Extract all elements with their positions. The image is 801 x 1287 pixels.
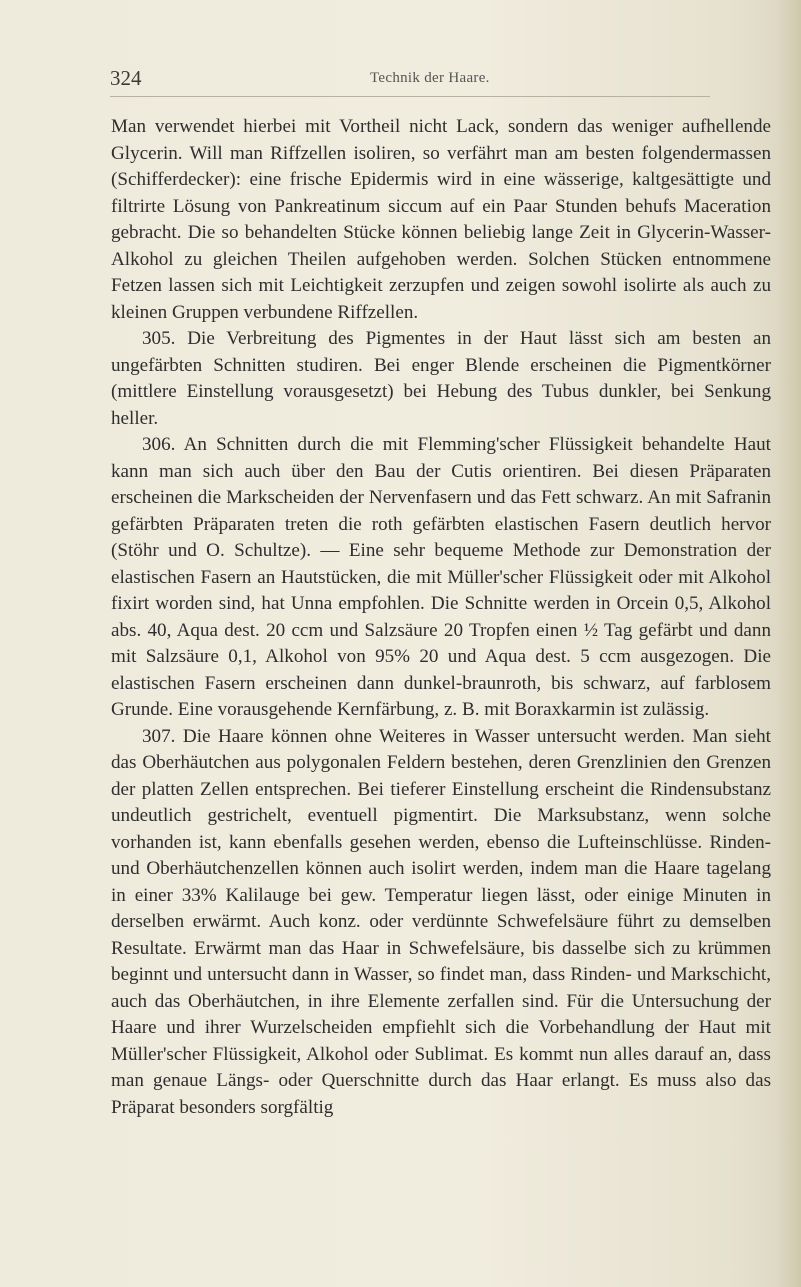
page-number: 324 xyxy=(110,66,142,90)
page-edge-shadow xyxy=(779,0,801,1287)
paragraph-306: 306. An Schnitten durch die mit Flemming'scher Flüssigkeit behandelte Haut kann man sich auch über den Bau der Cutis orientiren. Bei diesen Präparaten erscheinen die Markscheiden der Nervenfasern und das Fett schwarz. An mit Safranin gefärbten Präparaten treten die roth gefärbten elastischen Fasern deutlich hervor (Stöhr und O. Schultze). — Eine sehr bequeme Methode zur Demonstration der elastischen Fasern an Hautstücken, die mit Müller'scher Flüssigkeit oder mit Alkohol fixirt worden sind, hat Unna empfohlen. Die Schnitte werden in Orcein 0,5, Alkohol abs. 40, Aqua dest. 20 ccm und Salzsäure 20 Tropfen einen ½ Tag gefärbt und dann mit Salzsäure 0,1, Alkohol von 95% 20 und Aqua dest. 5 ccm ausgezogen. Die elastischen Fasern erscheinen dann dunkel-braunroth, bis schwarz, auf farblosem Grunde. Eine vorausgehende Kernfärbung, z. B. mit Boraxkarmin ist zulässig. xyxy=(111,434,771,720)
header-rule xyxy=(110,96,710,97)
paragraph-riffzellen: Man verwendet hierbei mit Vortheil nicht Lack, sondern das weniger aufhellende Glycerin. Will man Riffzellen isoliren, so verfährt man am besten folgendermassen (Schifferdecker): eine frische Epidermis wird in eine wässerige, kaltgesättigte und filtrirte Lösung von Pankreatinum siccum auf ein Paar Stunden behufs Maceration gebracht. Die so behandelten Stücke können beliebig lange Zeit in Glycerin-Wasser-Alkohol zu gleichen Theilen aufgehoben werden. Solchen Stücken entnommene Fetzen lassen sich mit Leichtigkeit zerzupfen und zeigen sowohl isolirte als auch zu kleinen Gruppen verbundene Riffzellen. xyxy=(111,116,771,323)
running-title: Technik der Haare. xyxy=(370,70,490,86)
body-text xyxy=(111,114,771,1121)
page-header xyxy=(110,66,770,94)
paragraph-307: 307. Die Haare können ohne Weiteres in Wasser untersucht werden. Man sieht das Oberhäutchen aus polygonalen Feldern bestehen, deren Grenzlinien den Grenzen der platten Zellen entsprechen. Bei tieferer Einstellung erscheint die Rindensubstanz undeutlich gestrichelt, eventuell pigmentirt. Die Marksubstanz, wenn solche vorhanden ist, kann ebenfalls gesehen werden, ebenso die Lufteinschlüsse. Rinden- und Oberhäutchenzellen können auch isolirt werden, indem man die Haare tagelang in einer 33% Kalilauge bei gew. Temperatur liegen lässt, oder einige Minuten in derselben erwärmt. Auch konz. oder verdünnte Schwefelsäure führt zu demselben Resultate. Erwärmt man das Haar in Schwefelsäure, bis dasselbe sich zu krümmen beginnt und untersucht dann in Wasser, so findet man, dass Rinden- und Markschicht, auch das Oberhäutchen, in ihre Elemente zerfallen sind. Für die Untersuchung der Haare und ihrer Wurzelscheiden empfiehlt sich die Vorbehandlung der Haut mit Müller'scher Flüssigkeit, Alkohol oder Sublimat. Es kommt nun alles darauf an, dass man genaue Längs- oder Querschnitte durch das Haar erlangt. Es muss also das Präparat besonders sorgfältig xyxy=(111,725,771,1118)
paragraph-305: 305. Die Verbreitung des Pigmentes in der Haut lässt sich am besten an ungefärbten Schnitten studiren. Bei enger Blende erscheinen die Pigmentkörner (mittlere Einstellung vorausgesetzt) bei Hebung des Tubus dunkler, bei Senkung heller. xyxy=(111,328,771,429)
